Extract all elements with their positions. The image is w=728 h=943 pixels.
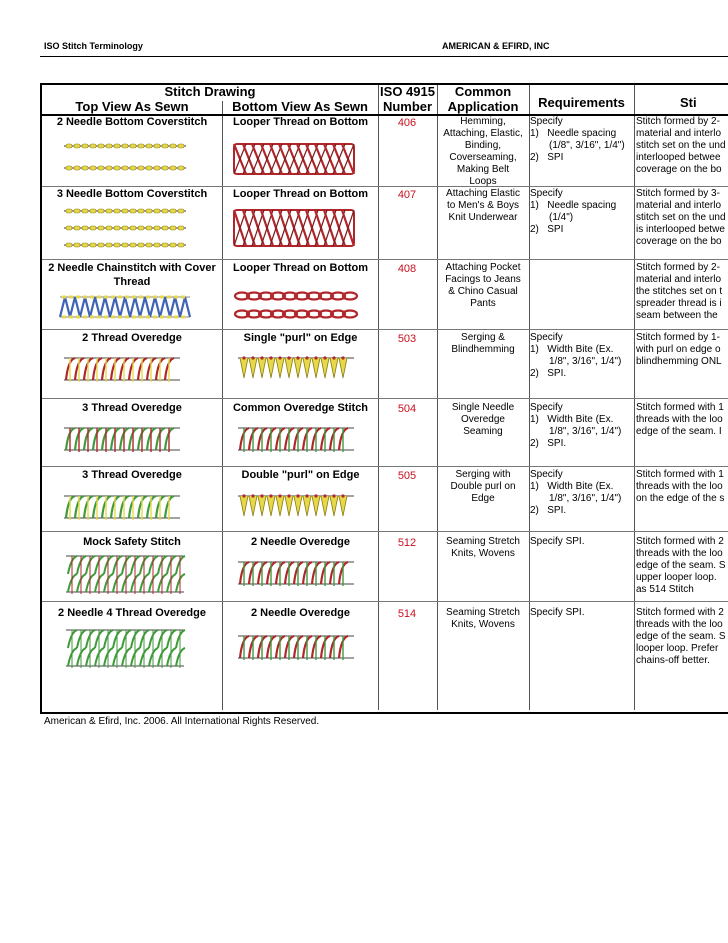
row-divider [42, 398, 728, 399]
row-504-application: Single Needle Overedge Seaming [451, 402, 515, 437]
row-406-requirements: Specify 1) Needle spacing (1/8", 3/16", 1/4") 2) SPI [530, 116, 625, 163]
row-406-application: Hemming, Attaching, Elastic, Binding, Coverseaming, Making Belt Loops [443, 116, 523, 187]
header-center: AMERICAN & EFIRD, INC [442, 41, 550, 51]
row-divider [42, 466, 728, 467]
row-505-top-drawing [62, 490, 184, 524]
row-407-bottom-drawing [232, 208, 358, 248]
col-header-top-view: Top View As Sewn [75, 99, 189, 114]
row-505-application: Serging with Double purl on Edge [450, 469, 516, 504]
row-512-application: Seaming Stretch Knits, Wovens [446, 536, 520, 559]
row-407-application: Attaching Elastic to Men's & Boys Knit Underwear [446, 188, 520, 223]
col-header-description: Sti [680, 95, 697, 110]
row-408-iso-number: 408 [397, 263, 417, 275]
footer-copyright: American & Efird, Inc. 2006. All International Rights Reserved. [44, 716, 320, 727]
row-514-bottom-title: 2 Needle Overedge [250, 607, 351, 619]
col-header-iso-1: ISO 4915 [380, 84, 435, 99]
row-407-iso-number: 407 [397, 189, 417, 201]
row-408-top-title: 2 Needle Chainstitch with Cover Thread [48, 262, 216, 288]
row-406-top-title: 2 Needle Bottom Coverstitch [56, 116, 208, 128]
row-407-requirements: Specify 1) Needle spacing (1/4") 2) SPI [530, 188, 617, 235]
row-504-iso-number: 504 [397, 403, 417, 415]
row-407-bottom-title: Looper Thread on Bottom [232, 188, 369, 200]
row-514-iso-number: 514 [397, 608, 417, 620]
row-406-bottom-drawing [232, 142, 358, 178]
row-503-requirements: Specify 1) Width Bite (Ex. 1/8", 3/16", 1/4") 2) SPI. [530, 332, 622, 379]
row-503-bottom-drawing [236, 352, 358, 386]
row-406-bottom-title: Looper Thread on Bottom [232, 116, 369, 128]
row-divider [42, 531, 728, 532]
row-406-top-drawing [60, 138, 190, 178]
row-505-bottom-drawing [236, 490, 358, 524]
col-header-stitch-drawing: Stitch Drawing [164, 84, 256, 99]
row-408-description: Stitch formed by 2- material and interlo the stitches set on t spreader thread is i seam between the [636, 262, 723, 321]
row-512-top-drawing [64, 552, 188, 598]
row-505-requirements: Specify 1) Width Bite (Ex. 1/8", 3/16", 1/4") 2) SPI. [530, 469, 622, 516]
col-header-app-2: Application [447, 99, 519, 114]
col-header-bottom-view: Bottom View As Sewn [232, 99, 368, 114]
row-divider [42, 601, 728, 602]
row-408-application: Attaching Pocket Facings to Jeans & Chino Casual Pants [445, 262, 521, 309]
row-514-description: Stitch formed with 2 threads with the loo edge of the seam. S looper loop. Prefer chains-off better. [636, 607, 726, 666]
row-503-application: Serging & Blindhemming [451, 332, 515, 355]
header-rule [40, 56, 728, 57]
row-504-bottom-title: Common Overedge Stitch [232, 402, 369, 414]
row-514-requirements: Specify SPI. [530, 607, 585, 618]
row-divider [42, 259, 728, 260]
row-406-iso-number: 406 [397, 117, 417, 129]
row-505-bottom-title: Double "purl" on Edge [241, 469, 360, 481]
row-505-top-title: 3 Thread Overedge [82, 469, 182, 481]
row-512-requirements: Specify SPI. [530, 536, 585, 547]
row-514-bottom-drawing [236, 630, 360, 674]
row-408-bottom-title: Looper Thread on Bottom [232, 262, 369, 274]
row-512-bottom-title: 2 Needle Overedge [250, 536, 351, 548]
row-514-top-title: 2 Needle 4 Thread Overedge [58, 607, 206, 619]
header-left: ISO Stitch Terminology [44, 41, 143, 51]
col-header-iso-2: Number [382, 99, 433, 114]
row-504-top-title: 3 Thread Overedge [82, 402, 182, 414]
row-505-iso-number: 505 [397, 470, 417, 482]
row-514-top-drawing [64, 626, 188, 676]
row-407-top-title: 3 Needle Bottom Coverstitch [56, 188, 208, 200]
row-503-bottom-title: Single "purl" on Edge [243, 332, 358, 344]
row-504-top-drawing [62, 422, 184, 456]
row-divider [42, 329, 728, 330]
row-504-bottom-drawing [236, 422, 358, 456]
row-504-description: Stitch formed with 1 threads with the loo edge of the seam. I [636, 402, 724, 437]
row-407-description: Stitch formed by 3- material and interlo stitch set on the und is interlooped betwe coverage on the bo [636, 188, 726, 247]
row-408-top-drawing [58, 295, 192, 323]
row-503-top-title: 2 Thread Overedge [82, 332, 182, 344]
row-408-bottom-drawing [232, 288, 358, 324]
row-503-top-drawing [62, 352, 184, 386]
row-406-description: Stitch formed by 2- material and interlo stitch set on the und interlooped betwee coverage on the bo [636, 116, 726, 175]
row-512-top-title: Mock Safety Stitch [83, 536, 181, 548]
row-505-description: Stitch formed with 1 threads with the loo on the edge of the s [636, 469, 725, 504]
row-514-application: Seaming Stretch Knits, Wovens [446, 607, 520, 630]
col-header-app-1: Common [454, 84, 512, 99]
row-512-bottom-drawing [236, 556, 360, 596]
row-407-top-drawing [60, 204, 190, 252]
row-504-requirements: Specify 1) Width Bite (Ex. 1/8", 3/16", 1/4") 2) SPI. [530, 402, 622, 449]
row-503-iso-number: 503 [397, 333, 417, 345]
col-header-requirements: Requirements [538, 95, 625, 110]
row-512-description: Stitch formed with 2 threads with the loo edge of the seam. S upper looper loop. as 514 Stitch [636, 536, 726, 595]
row-512-iso-number: 512 [397, 537, 417, 549]
row-503-description: Stitch formed by 1- with purl on edge o blindhemming ONL [636, 332, 722, 367]
